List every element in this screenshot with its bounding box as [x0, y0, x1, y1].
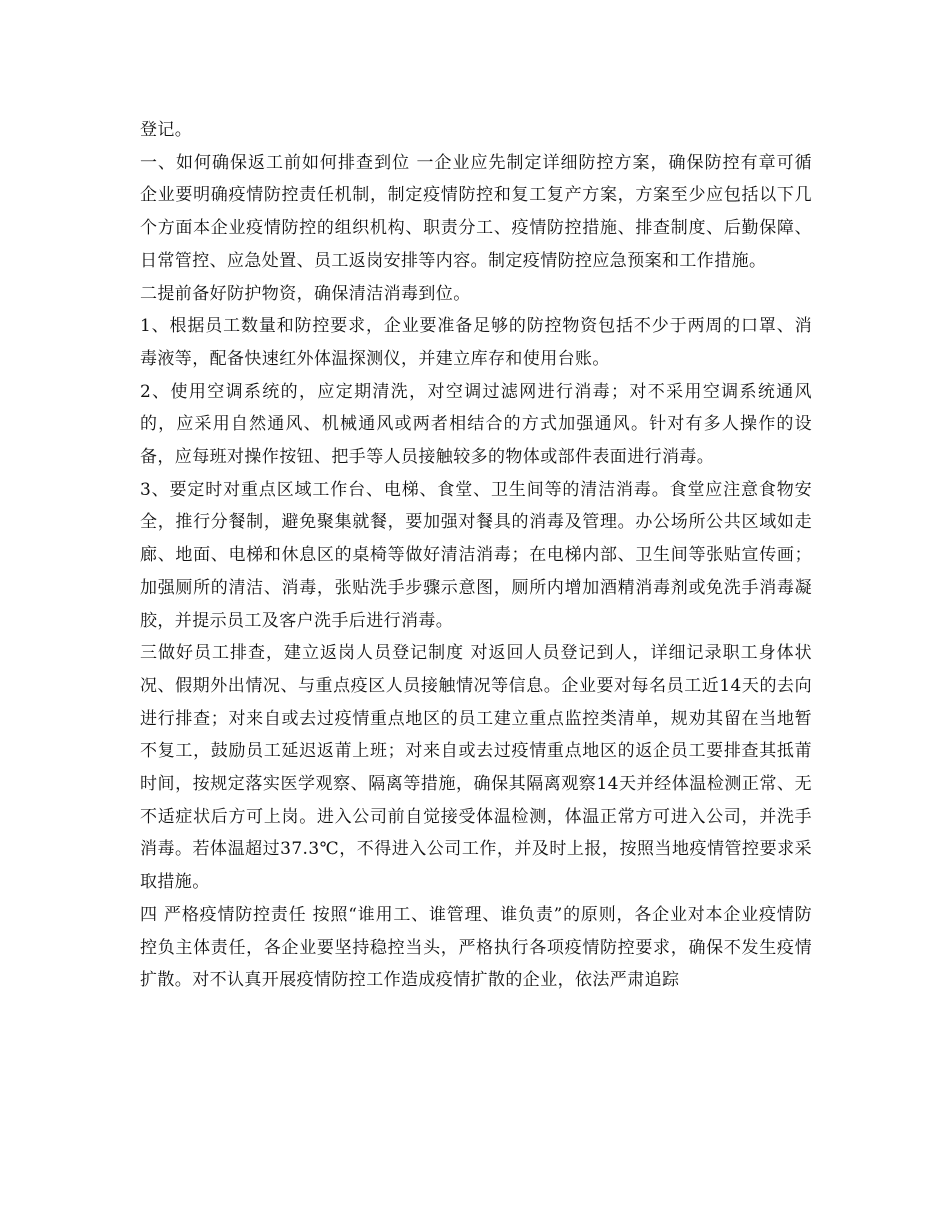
paragraph-section-two-heading: 二提前备好防护物资，确保清洁消毒到位。 [140, 283, 471, 304]
paragraph-item-2: 2、使用空调系统的，应定期清洗，对空调过滤网进行消毒；对不采用空调系统通风的，应采用自然通风、机械通风或两者相结合的方式加强通风。针对有多人操作的设备，应每班对操作按钮、把手等人员接触较多的物体或部件表面进行消毒。 [140, 381, 812, 468]
paragraph-section-three: 三做好员工排查，建立返岗人员登记制度 对返回人员登记到人，详细记录职工身体状况、假期外出情况、与重点疫区人员接触情况等信息。企业要对每名员工近14天的去向进行排查；对来自或去过疫情重点地区的员工建立重点监控类清单，规劝其留在当地暂不复工，鼓励员工延迟返莆上班；对来自或去过疫情重点地区的返企员工要排查其抵莆时间，按规定落实医学观察、隔离等措施，确保其隔离观察14天并经体温检测正常、无不适症状后方可上岗。进入公司前自觉接受体温检测，体温正常方可进入公司，并洗手消毒。若体温超过37.3℃，不得进入公司工作，并及时上报，按照当地疫情管控要求采取措施。 [140, 643, 812, 893]
paragraph-item-1: 1、根据员工数量和防控要求，企业要准备足够的防控物资包括不少于两周的口罩、消毒液等，配备快速红外体温探测仪，并建立库存和使用台账。 [140, 316, 812, 369]
paragraph-registration-end: 登记。 [140, 120, 193, 140]
paragraph-item-3: 3、要定时对重点区域工作台、电梯、食堂、卫生间等的清洁消毒。食堂应注意食物安全，推行分餐制，避免聚集就餐，要加强对餐具的消毒及管理。办公场所公共区域如走廊、地面、电梯和休息区的桌椅等做好清洁消毒；在电梯内部、卫生间等张贴宣传画；加强厕所的清洁、消毒，张贴洗手步骤示意图，厕所内增加酒精消毒剂或免洗手消毒凝胶，并提示员工及客户洗手后进行消毒。 [140, 479, 812, 631]
paragraph-section-one: 一、如何确保返工前如何排查到位 一企业应先制定详细防控方案，确保防控有章可循 企业要明确疫情防控责任机制，制定疫情防控和复工复产方案，方案至少应包括以下几个方面本企业疫情防控的组织机构、职责分工、疫情防控措施、排查制度、后勤保障、日常管控、应急处置、员工返岗安排等内容。制定疫情防控应急预案和工作措施。 [140, 152, 812, 271]
paragraph-section-four: 四 严格疫情防控责任 按照“谁用工、谁管理、谁负责”的原则，各企业对本企业疫情防控负主体责任，各企业要坚持稳控当头，严格执行各项疫情防控要求，确保不发生疫情扩散。对不认真开展疫情防控工作造成疫情扩散的企业，依法严肃追踪 [140, 904, 812, 991]
document-body [140, 114, 812, 997]
